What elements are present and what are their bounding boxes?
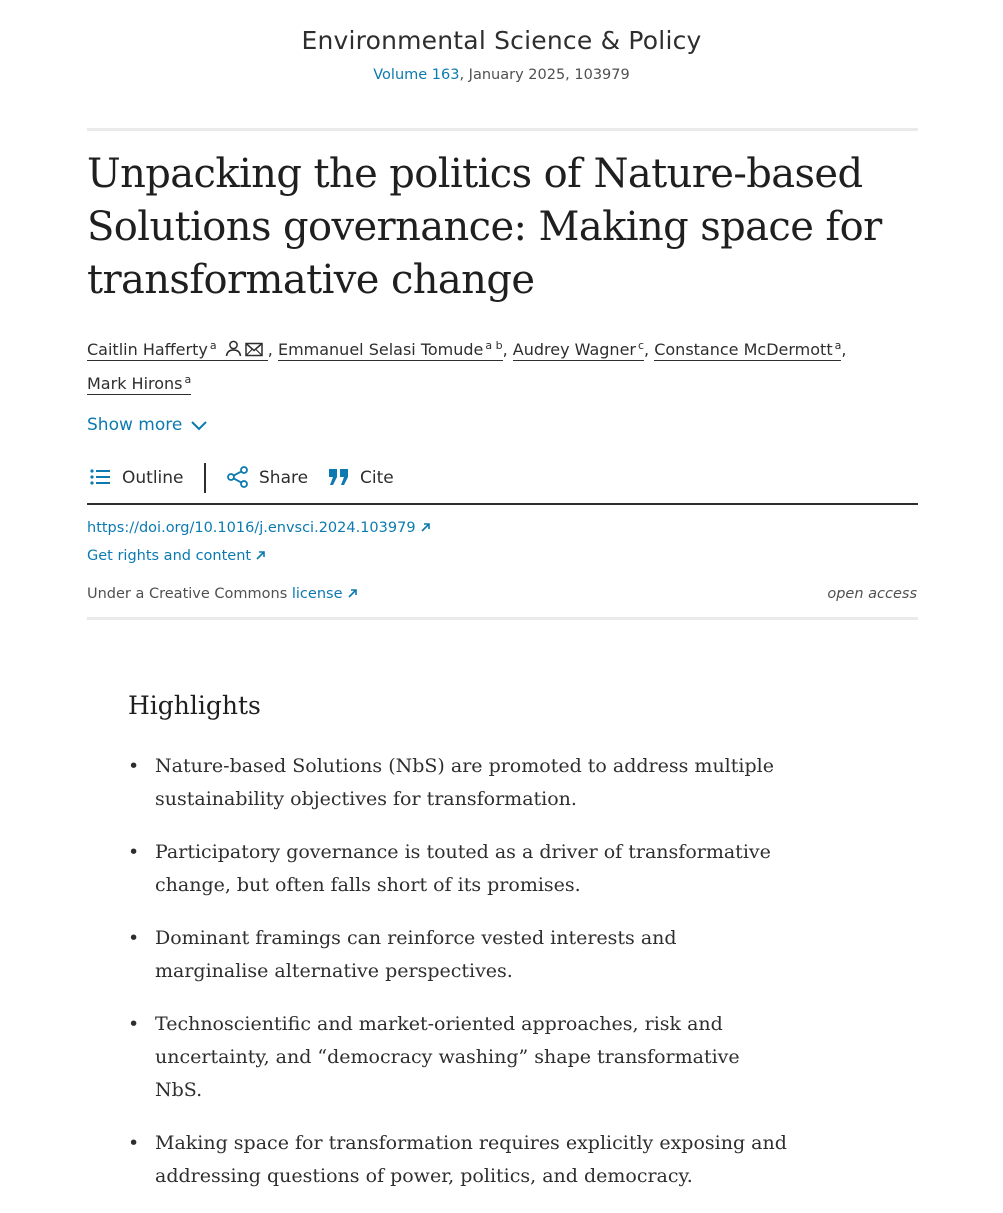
- doi-row: [87, 520, 431, 536]
- list-icon: [90, 468, 111, 486]
- show-more-label: Show more: [87, 415, 183, 435]
- journal-link[interactable]: Environmental Science & Policy: [301, 26, 702, 55]
- mail-icon: [245, 342, 263, 357]
- open-access-label: open access: [827, 586, 917, 602]
- license-link[interactable]: license: [291, 586, 343, 602]
- author-name: Constance McDermott: [654, 340, 833, 359]
- show-more-button[interactable]: [87, 415, 208, 435]
- author-list: Caitlin Hafferty $^a$ , Emmanuel Selasi Tomude $^{a b}$, Audrey Wagner $^c$, Constance McDermott $^a$, Mark Hirons $^a$: [87, 339, 847, 393]
- outline-button[interactable]: [90, 465, 200, 491]
- author-affiliation: c: [637, 339, 645, 352]
- rights-row: [87, 548, 266, 564]
- journal-title[interactable]: [0, 26, 1003, 55]
- article-title: Unpacking the politics of Nature-based Solutions governance: Making space for transformative change: [87, 151, 882, 303]
- external-link-icon: [347, 588, 358, 599]
- list-item: [128, 1008, 788, 1107]
- author-affiliation: a: [834, 339, 842, 352]
- outline-label: Outline: [122, 468, 184, 488]
- issue-info: [0, 67, 1003, 83]
- share-icon: [227, 466, 249, 488]
- bullet: •: [128, 755, 140, 777]
- external-link-icon: [420, 522, 431, 533]
- article-toolbar: [87, 461, 918, 505]
- bullet: •: [128, 841, 140, 863]
- list-item: [128, 1127, 788, 1193]
- author-caitlin-hafferty[interactable]: [87, 340, 268, 361]
- external-link-icon: [255, 550, 266, 561]
- author-constance-mcdermott[interactable]: [654, 340, 841, 361]
- author-audrey-wagner[interactable]: [513, 340, 644, 361]
- person-icon: [225, 340, 242, 357]
- bullet: •: [128, 927, 140, 949]
- author-name: Emmanuel Selasi Tomude: [277, 340, 484, 359]
- author-affiliation: a: [209, 339, 217, 352]
- bullet: •: [128, 1013, 140, 1035]
- cite-button[interactable]: [328, 465, 398, 491]
- highlights-list: [128, 750, 788, 1213]
- highlights-heading: Highlights: [128, 691, 261, 720]
- author-name: Mark Hirons: [87, 374, 183, 393]
- divider: [87, 128, 918, 131]
- list-item: [128, 750, 788, 816]
- quote-icon: [328, 468, 350, 486]
- chevron-down-icon: [190, 420, 208, 432]
- divider: [87, 617, 918, 620]
- license-text: Under a Creative Commons: [87, 586, 292, 602]
- author-name: Audrey Wagner: [512, 340, 636, 359]
- highlight-text: Dominant framings can reinforce vested interests and marginalise alternative perspectives.: [155, 927, 677, 982]
- toolbar-separator: [204, 463, 206, 493]
- list-item: [128, 836, 788, 902]
- list-item: [128, 922, 788, 988]
- author-emmanuel-selasi-tomude[interactable]: [278, 340, 503, 361]
- author-mark-hirons[interactable]: [87, 374, 191, 395]
- highlight-text: Participatory governance is touted as a driver of transformative change, but often falls short of its promises.: [155, 841, 771, 896]
- highlight-text: Making space for transformation requires explicitly exposing and addressing questions of power, politics, and democracy.: [155, 1132, 787, 1187]
- doi-link[interactable]: https://doi.org/10.1016/j.envsci.2024.103979: [87, 520, 416, 536]
- license-row: [87, 586, 358, 602]
- share-label: Share: [259, 468, 309, 488]
- issue-details: , January 2025, 103979: [459, 67, 630, 83]
- author-affiliation: a b: [485, 339, 503, 352]
- bullet: •: [128, 1132, 140, 1154]
- highlight-text: Nature-based Solutions (NbS) are promoted to address multiple sustainability objectives for transformation.: [155, 755, 774, 810]
- author-name: Caitlin Hafferty: [87, 340, 208, 359]
- cite-label: Cite: [360, 468, 394, 488]
- share-button[interactable]: [227, 465, 312, 491]
- author-affiliation: a: [184, 373, 192, 386]
- rights-link[interactable]: Get rights and content: [87, 548, 252, 564]
- highlight-text: Technoscientific and market-oriented approaches, risk and uncertainty, and “democracy washing” shape transformative NbS.: [155, 1013, 740, 1101]
- volume-link[interactable]: Volume 163: [373, 67, 460, 83]
